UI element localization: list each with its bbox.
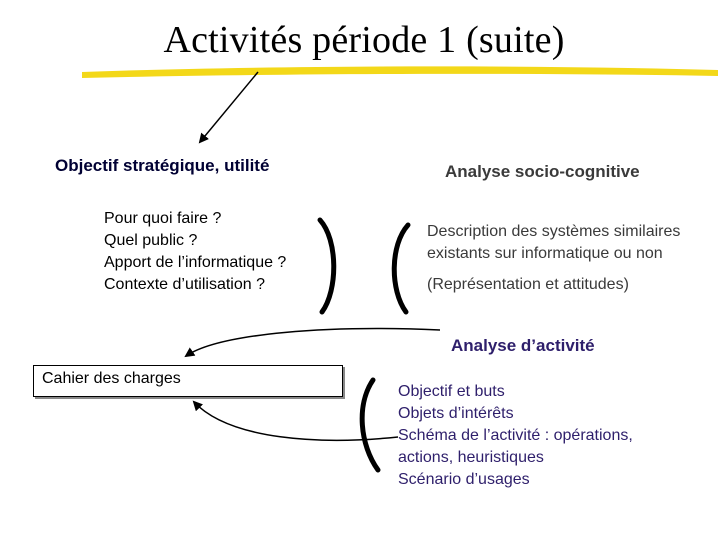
socio-cognitive-heading: Analyse socio-cognitive [445, 162, 640, 181]
list-item: Objets d’intérêts [398, 405, 514, 422]
list-item: Apport de l’informatique ? [104, 254, 287, 271]
right-bracket [394, 225, 408, 312]
strategic-questions-list [104, 208, 286, 296]
cahier-des-charges-label: Cahier des charges [42, 370, 181, 387]
activity-analysis-heading: Analyse d’activité [451, 336, 595, 355]
list-item: Schéma de l’activité : opérations, [398, 427, 633, 444]
right-bracket-activity [362, 380, 378, 470]
list-item: Scénario d’usages [398, 471, 530, 488]
list-item: Contexte d’utilisation ? [104, 276, 265, 293]
activity-analysis-list [398, 381, 633, 491]
strategic-objective-heading: Objectif stratégique, utilité [55, 156, 270, 175]
title-arrow [200, 72, 258, 142]
list-item: Objectif et buts [398, 383, 505, 400]
arrow-to-cahier-top [186, 329, 440, 356]
list-item: Quel public ? [104, 232, 198, 249]
description-line: existants sur informatique ou non [427, 245, 663, 262]
socio-cognitive-description [427, 221, 680, 265]
representation-note: (Représentation et attitudes) [427, 276, 629, 293]
description-line: Description des systèmes similaires [427, 223, 681, 240]
list-item: actions, heuristiques [398, 449, 544, 466]
left-bracket [320, 220, 334, 312]
page-title: Activités période 1 (suite) [163, 19, 565, 61]
list-item: Pour quoi faire ? [104, 210, 222, 227]
arrow-to-cahier-bottom [194, 402, 398, 440]
title-underline-highlight [82, 66, 718, 78]
